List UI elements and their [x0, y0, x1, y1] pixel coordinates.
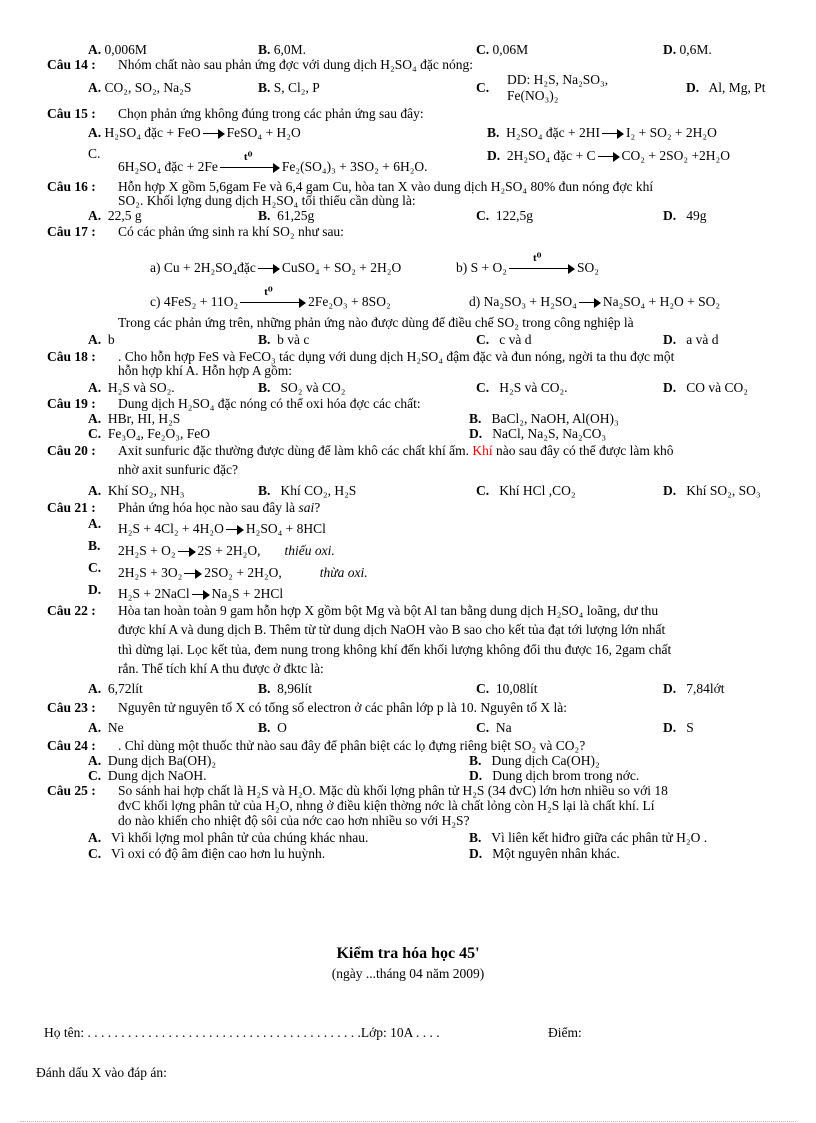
q22-option-a: A. 6,72lít	[88, 681, 143, 696]
q17-reaction-b: b) S + O₂ t⁰ SO₂	[456, 251, 599, 275]
arrow-icon	[192, 590, 210, 600]
q18-option-a: A. H₂S và SO₂.	[88, 380, 175, 395]
exam-title: Kiểm tra hóa học 45'	[336, 945, 480, 962]
q25-option-a: A. Vì khối lợng mol phân tử của chúng khác nhau.	[88, 830, 369, 845]
q25-option-c: C. Vì oxi có độ âm điện cao hơn lu huỳnh.	[88, 846, 326, 861]
q20-option-b: B. Khí CO₂, H₂S	[258, 483, 357, 498]
arrow-icon	[602, 129, 624, 139]
q21-option-d-label: D.	[88, 582, 102, 597]
q14-option-d: D. Al, Mg, Pt	[686, 80, 766, 95]
arrow-icon	[226, 525, 244, 535]
q21-option-a: H₂S + 4Cl₂ + 4H₂O H₂SO₄ + 8HCl	[118, 521, 326, 536]
q22-line3: thì dừng lại. Lọc kết tủa, đem nung trong không khí đến khối lượng không đổi thu được 16, 2gam chất	[118, 642, 672, 657]
q21-text: Phản ứng hóa học nào sau đây là sai?	[118, 500, 321, 515]
arrow-icon	[258, 264, 280, 274]
q21-option-d: H₂S + 2NaCl Na₂S + 2HCl	[118, 586, 284, 601]
q23-option-b: B. O	[258, 720, 287, 735]
arrow-icon: t⁰	[240, 298, 306, 308]
q16-line2: SO₂. Khối lợng dung dịch H₂SO₄ tối thiểu cần dùng là:	[118, 193, 416, 208]
q14-option-b: B. S, Cl₂, P	[258, 80, 320, 95]
q17-option-b: B. b và c	[258, 332, 310, 347]
q14-option-a: A. CO₂, SO₂, Na₂S	[88, 80, 192, 95]
q20-option-c: C. Khí HCl ,CO₂	[476, 483, 576, 498]
q21-option-b: 2H₂S + O₂ 2S + 2H₂O, thiếu oxi.	[118, 543, 335, 558]
q16-number: Câu 16 :	[47, 179, 96, 194]
q17-text: Có các phản ứng sinh ra khí SO₂ như sau:	[118, 224, 344, 239]
q18-line2: hỗn hợp khí A. Hỗn hợp A gồm:	[118, 363, 293, 378]
q18-option-d: D. CO và CO₂	[663, 380, 748, 395]
q25-number: Câu 25 :	[47, 783, 96, 798]
q25-option-b: B. Vì liên kết hiđro giữa các phân tử H₂O .	[469, 830, 708, 845]
q18-line1: . Cho hỗn hợp FeS và FeCO₃ tác dụng với dung dịch H₂SO₄ đậm đặc và đun nóng, ngời ta thu đợc một	[118, 349, 675, 364]
arrow-icon: t⁰	[509, 264, 575, 274]
q18-option-b: B. SO₂ và CO₂	[258, 380, 346, 395]
q24-option-b: B. Dung dịch Ca(OH)₂	[469, 753, 600, 768]
q21-option-c: 2H₂S + 3O₂ 2SO₂ + 2H₂O, thừa oxi.	[118, 565, 368, 580]
q21-option-c-label: C.	[88, 560, 102, 575]
q25-line3: do nào khiến cho nhiệt độ sôi của nớc cao hơn nhiều so với H₂S?	[118, 813, 470, 828]
arrow-icon	[598, 152, 620, 162]
q21-number: Câu 21 :	[47, 500, 96, 515]
arrow-icon	[184, 569, 202, 579]
q22-line1: Hòa tan hoàn toàn 9 gam hỗn hợp X gồm bột Mg và bột Al tan bằng dung dịch H₂SO₄ loãng, dư thu	[118, 603, 659, 618]
q25-line2: đvC khối lợng phân tử của H₂O, nhng ở điều kiện thờng nớc là chất lỏng còn H₂S lại là chất khí. Lí	[118, 798, 655, 813]
q14-number: Câu 14 :	[47, 57, 96, 72]
q14-option-c: C.	[476, 80, 490, 95]
q14-option-c-line1: DD: H₂S, Na₂SO₃,	[507, 72, 609, 87]
q20-line1: Axit sunfuric đặc thường được dùng để làm khô các chất khí ẩm. Khí nào sau đây có thể được làm khô	[118, 443, 674, 458]
q17-question: Trong các phản ứng trên, những phản ứng nào được dùng để điều chế SO₂ trong công nghiệp là	[118, 315, 634, 330]
q19-number: Câu 19 :	[47, 396, 96, 411]
q15-option-d: D. 2H₂SO₄ đặc + C CO₂ + 2SO₂ +2H₂O	[487, 148, 731, 163]
arrow-icon: t⁰	[220, 163, 280, 173]
mark-instruction: Đánh dấu X vào đáp án:	[36, 1065, 167, 1080]
q22-line4: rắn. Thể tích khí A thu được ở đktc là:	[118, 661, 324, 676]
q17-option-d: D. a và d	[663, 332, 719, 347]
q24-text: . Chỉ dùng một thuốc thử nào sau đây để phân biệt các lọ đựng riêng biệt SO₂ và CO₂?	[118, 738, 586, 753]
q17-reaction-a: a) Cu + 2H₂SO₄đặc CuSO₄ + SO₂ + 2H₂O	[150, 260, 402, 275]
arrow-icon	[203, 129, 225, 139]
q16-option-c: C. 122,5g	[476, 208, 533, 223]
q20-option-a: A. Khí SO₂, NH₃	[88, 483, 185, 498]
q22-option-c: C. 10,08lít	[476, 681, 538, 696]
q22-number: Câu 22 :	[47, 603, 96, 618]
q17-option-c: C. c và d	[476, 332, 532, 347]
q16-option-b: B. 61,25g	[258, 208, 315, 223]
q24-option-c: C. Dung dịch NaOH.	[88, 768, 207, 783]
q23-text: Nguyên tử nguyên tố X có tổng số electron ở các phân lớp p là 10. Nguyên tố X là:	[118, 700, 567, 715]
q15-text: Chọn phản ứng không đúng trong các phản ứng sau đây:	[118, 106, 424, 121]
q22-option-d: D. 7,84lớt	[663, 681, 725, 696]
q24-number: Câu 24 :	[47, 738, 96, 753]
q23-option-d: D. S	[663, 720, 694, 735]
q17-number: Câu 17 :	[47, 224, 96, 239]
q23-number: Câu 23 :	[47, 700, 96, 715]
q25-line1: So sánh hai hợp chất là H₂S và H₂O. Mặc dù khối lợng phân tử H₂S (34 đvC) lớn hơn nhiều so với 18	[118, 783, 668, 798]
q13-option-c: C. 0,06M	[476, 42, 529, 57]
q13-option-d: D. 0,6M.	[663, 42, 712, 57]
q13-option-b: B. 6,0M.	[258, 42, 307, 57]
q19-option-a: A. HBr, HI, H₂S	[88, 411, 181, 426]
q15-option-c: 6H₂SO₄ đặc + 2Fe t⁰ Fe₂(SO₄)₃ + 3SO₂ + 6H₂O.	[118, 150, 428, 174]
q16-option-a: A. 22,5 g	[88, 208, 142, 223]
q25-option-d: D. Một nguyên nhân khác.	[469, 846, 620, 861]
q20-line2: nhờ axit sunfuric đặc?	[118, 462, 238, 477]
q16-line1: Hỗn hợp X gồm 5,6gam Fe và 6,4 gam Cu, hòa tan X vào dung dịch H₂SO₄ 80% đun nóng đợc khí	[118, 179, 654, 194]
q18-option-c: C. H₂S và CO₂.	[476, 380, 568, 395]
q17-option-a: A. b	[88, 332, 115, 347]
q22-option-b: B. 8,96lít	[258, 681, 313, 696]
q20-number: Câu 20 :	[47, 443, 96, 458]
q19-option-c: C. Fe₃O₄, Fe₂O₃, FeO	[88, 426, 210, 441]
q14-option-c-line2: Fe(NO₃)₂	[507, 88, 559, 103]
q18-number: Câu 18 :	[47, 349, 96, 364]
q14-text: Nhóm chất nào sau phản ứng đợc với dung dịch H₂SO₄ đặc nóng:	[118, 57, 473, 72]
arrow-icon	[579, 298, 601, 308]
student-name-class-line: Họ tên: . . . . . . . . . . . . . . . . . . . . . . . . . . . . . . . . . . . . . . . . .Lớp: 10A . . . .	[44, 1025, 440, 1040]
q21-option-a-label: A.	[88, 516, 102, 531]
q13-option-a: A. 0,006M	[88, 42, 147, 57]
q15-option-b: B. H₂SO₄ đặc + 2HI I₂ + SO₂ + 2H₂O	[487, 125, 717, 140]
q16-option-d: D. 49g	[663, 208, 707, 223]
q21-option-b-label: B.	[88, 538, 101, 553]
q23-option-c: C. Na	[476, 720, 512, 735]
arrow-icon	[178, 547, 196, 557]
q15-option-c-label: C.	[88, 146, 101, 161]
q17-reaction-d: d) Na₂SO₃ + H₂SO₄ Na₂SO₄ + H₂O + SO₂	[469, 294, 721, 309]
exam-date: (ngày ...tháng 04 năm 2009)	[331, 966, 485, 981]
q23-option-a: A. Ne	[88, 720, 124, 735]
q19-option-b: B. BaCl₂, NaOH, Al(OH)₃	[469, 411, 619, 426]
q19-option-d: D. NaCl, Na₂S, Na₂CO₃	[469, 426, 607, 441]
q22-line2: được khí A và dung dịch B. Thêm từ từ dung dịch NaOH vào B sao cho kết tủa đạt tới lượng lớn nhất	[118, 622, 666, 637]
page-break-divider	[20, 1121, 796, 1122]
q19-text: Dung dịch H₂SO₄ đặc nóng có thể oxi hóa đợc các chất:	[118, 396, 421, 411]
q15-option-a: A. H₂SO₄ đặc + FeO FeSO₄ + H₂O	[88, 125, 301, 140]
q15-number: Câu 15 :	[47, 106, 96, 121]
score-label: Điểm:	[548, 1025, 582, 1040]
q20-option-d: D. Khí SO₂, SO₃	[663, 483, 761, 498]
q24-option-a: A. Dung dịch Ba(OH)₂	[88, 753, 217, 768]
q17-reaction-c: c) 4FeS₂ + 11O₂ t⁰ 2Fe₂O₃ + 8SO₂	[150, 285, 391, 309]
q24-option-d: D. Dung dịch brom trong nớc.	[469, 768, 640, 783]
